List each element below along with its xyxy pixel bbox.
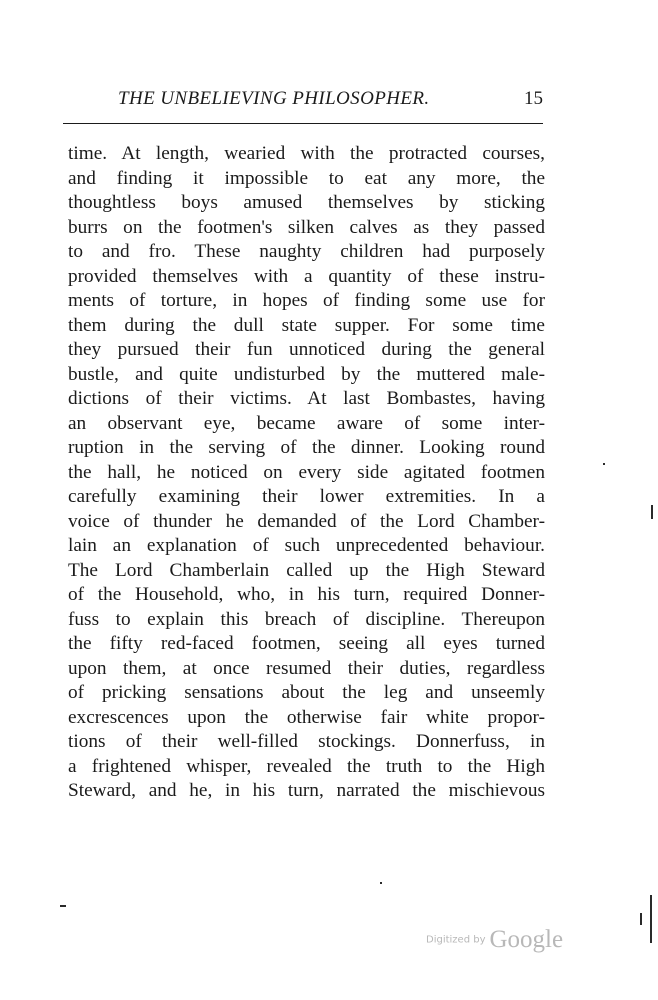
scan-mark: [650, 895, 652, 943]
text-line: dictions of their victims. At last Bombastes, having: [68, 388, 545, 409]
google-logo: Google: [489, 926, 564, 953]
running-title: THE UNBELIEVING PHILOSOPHER.: [118, 88, 430, 109]
watermark-prefix: Digitized by: [426, 934, 486, 946]
header-rule: [63, 123, 543, 124]
text-line: and finding it impossible to eat any more, the: [68, 167, 545, 189]
text-line: a frightened whisper, revealed the truth to the High: [68, 755, 545, 777]
page-number: 15: [524, 88, 543, 109]
digitized-watermark: [426, 926, 563, 954]
text-line: carefully examining their lower extremities. In a: [68, 486, 545, 507]
scan-mark: [640, 913, 642, 925]
text-line: bustle, and quite undisturbed by the muttered male-: [68, 363, 545, 385]
text-line: provided themselves with a quantity of these instru-: [68, 265, 545, 287]
text-line: the hall, he noticed on every side agitated footmen: [68, 461, 545, 483]
text-line: to and fro. These naughty children had purposely: [68, 241, 545, 262]
text-line: time. At length, wearied with the protracted courses,: [68, 143, 545, 164]
scan-speck: [380, 882, 382, 884]
text-line: they pursued their fun unnoticed during the general: [68, 339, 545, 360]
body-text: [68, 142, 545, 804]
text-line: voice of thunder he demanded of the Lord Chamber-: [68, 510, 545, 532]
text-line: Steward, and he, in his turn, narrated the mischievous: [68, 780, 545, 801]
text-line: ruption in the serving of the dinner. Looking round: [68, 437, 545, 458]
text-line: of pricking sensations about the leg and unseemly: [68, 682, 545, 703]
text-line: ments of torture, in hopes of finding some use for: [68, 290, 545, 311]
text-line: of the Household, who, in his turn, required Donner-: [68, 584, 545, 605]
text-line: an observant eye, became aware of some inter-: [68, 412, 545, 434]
scan-mark: [60, 905, 66, 907]
text-line: tions of their well-filled stockings. Donnerfuss, in: [68, 731, 545, 752]
scan-speck: [603, 463, 605, 465]
scan-mark: [651, 505, 653, 519]
text-line: fuss to explain this breach of discipline. Thereupon: [68, 608, 545, 630]
text-line: lain an explanation of such unprecedented behaviour.: [68, 535, 545, 556]
text-line: thoughtless boys amused themselves by sticking: [68, 192, 545, 213]
text-line: the fifty red-faced footmen, seeing all eyes turned: [68, 633, 545, 654]
page-header: [63, 88, 543, 118]
text-line: upon them, at once resumed their duties, regardless: [68, 657, 545, 679]
text-line: The Lord Chamberlain called up the High Steward: [68, 559, 545, 581]
text-line: burrs on the footmen's silken calves as they passed: [68, 216, 545, 238]
text-line: them during the dull state supper. For some time: [68, 314, 545, 336]
text-line: excrescences upon the otherwise fair white propor-: [68, 706, 545, 728]
